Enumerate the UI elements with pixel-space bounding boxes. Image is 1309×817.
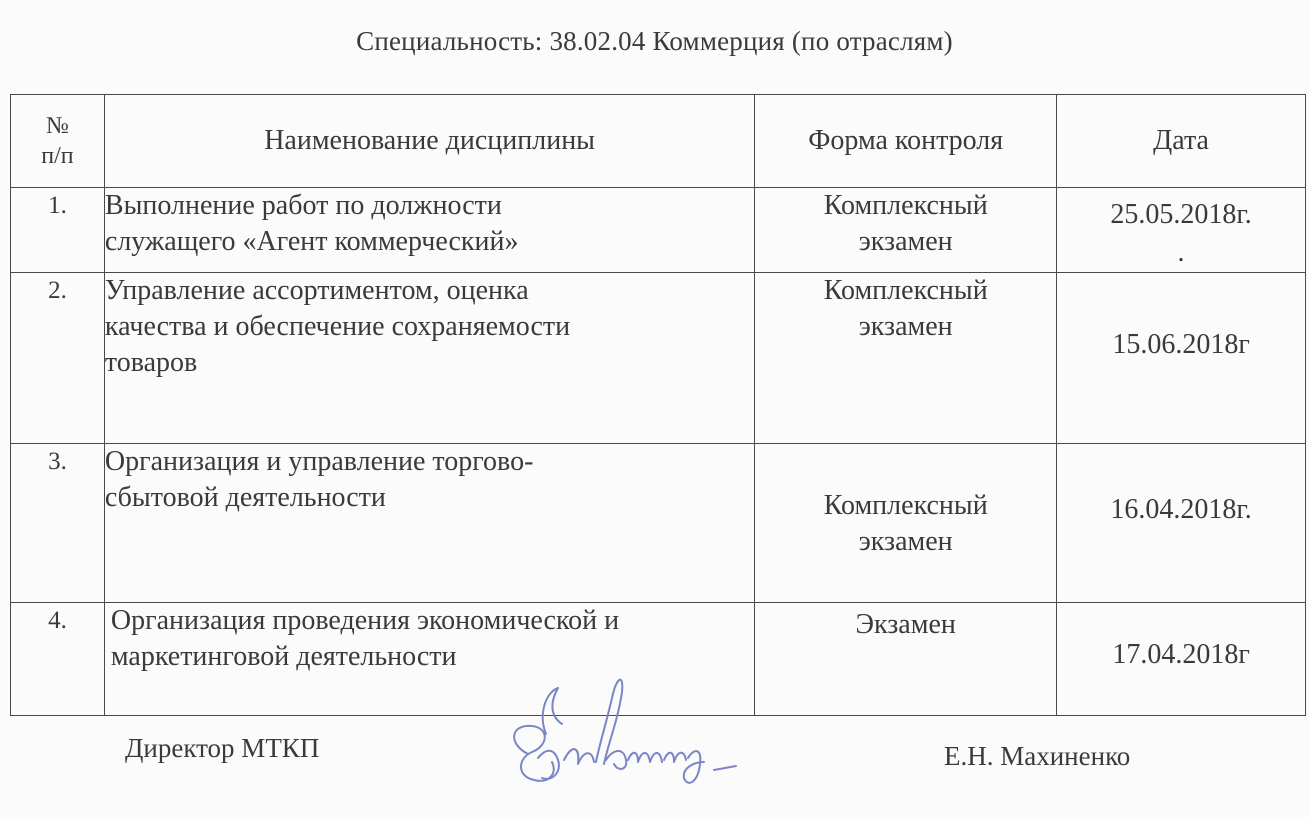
disciplines-table [10, 94, 1306, 716]
discipline-name-line: сбытовой деятельности [104, 482, 386, 513]
control-form-line: Экзамен [855, 609, 956, 640]
control-form [755, 273, 1057, 444]
exam-date [1057, 603, 1306, 716]
director-title: Директор МТКП [125, 733, 320, 763]
discipline-name-line: качества и обеспечение сохраняемости [104, 311, 571, 342]
row-number: 3. [11, 444, 105, 603]
exam-date-line: 25.05.2018г. [1110, 199, 1252, 230]
discipline-name [104, 444, 754, 603]
specialty-heading: Специальность: 38.02.04 Коммерция (по отраслям) [356, 26, 953, 56]
control-form [755, 188, 1057, 273]
header-discipline-name: Наименование дисциплины [104, 95, 754, 188]
control-form-line: экзамен [858, 311, 953, 342]
exam-date-line: 15.06.2018г [1112, 329, 1250, 360]
row-number: 4. [11, 603, 105, 716]
discipline-name [104, 188, 754, 273]
header-date: Дата [1057, 95, 1306, 188]
control-form [755, 603, 1057, 716]
handwritten-signature [488, 664, 758, 804]
discipline-name-line: Управление ассортиментом, оценка [104, 275, 529, 306]
discipline-name-line: Организация проведения экономической и [110, 605, 620, 636]
discipline-name [104, 273, 754, 444]
table-row [11, 273, 1306, 444]
exam-date [1057, 444, 1306, 603]
control-form-line: экзамен [858, 526, 953, 557]
control-form-line: Комплексный [823, 490, 988, 521]
control-form-line: Комплексный [823, 190, 988, 221]
exam-date [1057, 188, 1306, 273]
control-form-line: Комплексный [823, 275, 988, 306]
control-form-line: экзамен [858, 226, 953, 257]
header-number-symbol: № [46, 113, 69, 139]
director-name: Е.Н. Махиненко [944, 741, 1131, 771]
header-control-form: Форма контроля [755, 95, 1057, 188]
discipline-name-line: Выполнение работ по должности [104, 190, 502, 221]
exam-date-line: 17.04.2018г [1112, 639, 1250, 670]
exam-date [1057, 273, 1306, 444]
discipline-name-line: товаров [104, 347, 198, 378]
table-header-row [11, 95, 1306, 188]
discipline-name-line: служащего «Агент коммерческий» [104, 226, 519, 257]
exam-date-line: 16.04.2018г. [1110, 494, 1252, 525]
control-form [755, 444, 1057, 603]
header-number-abbr: п/п [41, 143, 74, 169]
discipline-name-line: маркетинговой деятельности [110, 641, 457, 672]
exam-date-line: . [1177, 237, 1185, 268]
table-row [11, 188, 1306, 273]
table-row [11, 444, 1306, 603]
row-number: 1. [11, 188, 105, 273]
row-number: 2. [11, 273, 105, 444]
discipline-name-line: Организация и управление торгово- [104, 446, 534, 477]
header-number [11, 95, 105, 188]
